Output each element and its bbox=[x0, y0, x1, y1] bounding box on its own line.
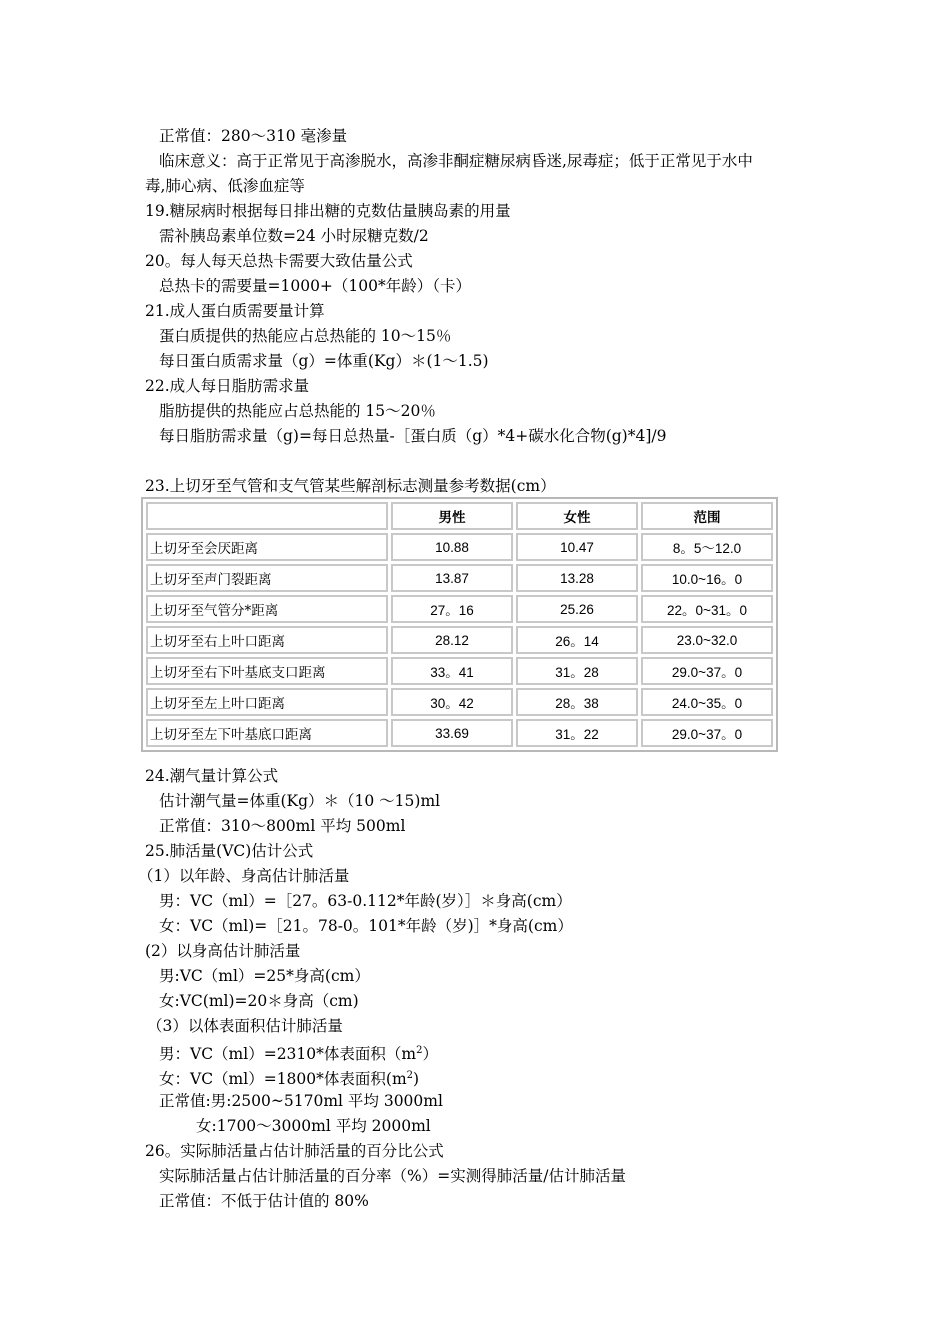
section-25-heading: 25.肺活量(VC)估计公式 bbox=[145, 842, 314, 860]
header-cell-female: 女性 bbox=[516, 502, 638, 530]
female-value: 31。22 bbox=[516, 719, 638, 747]
section-24-normal: 正常值：310～800ml 平均 500ml bbox=[159, 817, 406, 835]
male-value: 13.87 bbox=[391, 564, 513, 592]
clinical-meaning-line-1: 临床意义：高于正常见于高渗脱水，高渗非酮症糖尿病昏迷,尿毒症；低于正常见于水中 bbox=[159, 152, 753, 170]
method-2-female: 女:VC(ml)=20＊身高（cm) bbox=[159, 992, 359, 1010]
range-value: 22。0~31。0 bbox=[641, 595, 773, 623]
female-value: 31。28 bbox=[516, 657, 638, 685]
table-row bbox=[146, 657, 773, 685]
superscript: 2 bbox=[406, 1070, 414, 1081]
range-value: 8。5～12.0 bbox=[641, 533, 773, 561]
section-22-line-2: 每日脂肪需求量（g)=每日总热量-［蛋白质（g）*4+碳水化合物(g)*4]/9 bbox=[159, 427, 667, 445]
closing-paren: ) bbox=[413, 1070, 420, 1089]
closing-paren: ） bbox=[422, 1045, 438, 1064]
female-value: 28。38 bbox=[516, 688, 638, 716]
section-23-heading: 23.上切牙至气管和支气管某些解剖标志测量参考数据(cm） bbox=[145, 477, 556, 495]
male-value: 10.88 bbox=[391, 533, 513, 561]
header-cell-male: 男性 bbox=[391, 502, 513, 530]
row-label: 上切牙至左下叶基底口距离 bbox=[146, 719, 388, 747]
section-24-heading: 24.潮气量计算公式 bbox=[145, 767, 279, 785]
section-20-formula: 总热卡的需要量=1000+（100*年龄）（卡） bbox=[159, 277, 472, 295]
row-label: 上切牙至声门裂距离 bbox=[146, 564, 388, 592]
female-value: 13.28 bbox=[516, 564, 638, 592]
range-value: 29.0~37。0 bbox=[641, 657, 773, 685]
superscript: 2 bbox=[416, 1045, 423, 1056]
method-1-male: 男：VC（ml）=［27。63-0.112*年龄(岁）］＊身高(cm） bbox=[159, 892, 572, 910]
male-value: 33。41 bbox=[391, 657, 513, 685]
header-cell-range: 范围 bbox=[641, 502, 773, 530]
male-value: 30。42 bbox=[391, 688, 513, 716]
method-3-male bbox=[159, 1041, 438, 1064]
method-3-female bbox=[159, 1066, 419, 1089]
row-label: 上切牙至会厌距离 bbox=[146, 533, 388, 561]
female-value: 25.26 bbox=[516, 595, 638, 623]
table-header-row bbox=[146, 502, 773, 530]
section-24-formula: 估计潮气量=体重(Kg）＊（10 ～15)ml bbox=[159, 792, 441, 810]
header-cell-empty bbox=[146, 502, 388, 530]
section-26-formula: 实际肺活量占估计肺活量的百分率（%）=实测得肺活量/估计肺活量 bbox=[159, 1167, 626, 1185]
measurement-table bbox=[141, 497, 778, 752]
male-value: 33.69 bbox=[391, 719, 513, 747]
section-21-line-1: 蛋白质提供的热能应占总热能的 10～15％ bbox=[159, 327, 452, 345]
clinical-meaning-line-2: 毒,肺心病、低渗血症等 bbox=[145, 177, 305, 195]
range-value: 24.0~35。0 bbox=[641, 688, 773, 716]
male-value: 28.12 bbox=[391, 626, 513, 654]
section-20-heading: 20。每人每天总热卡需要大致估量公式 bbox=[145, 252, 413, 270]
female-value: 26。14 bbox=[516, 626, 638, 654]
table-row bbox=[146, 626, 773, 654]
row-label: 上切牙至右上叶口距离 bbox=[146, 626, 388, 654]
section-21-heading: 21.成人蛋白质需要量计算 bbox=[145, 302, 325, 320]
table-row bbox=[146, 533, 773, 561]
row-label: 上切牙至右下叶基底支口距离 bbox=[146, 657, 388, 685]
method-3-female-text: 女：VC（ml）=1800*体表面积(m bbox=[159, 1070, 407, 1089]
table-row bbox=[146, 719, 773, 747]
row-label: 上切牙至左上叶口距离 bbox=[146, 688, 388, 716]
section-22-heading: 22.成人每日脂肪需求量 bbox=[145, 377, 310, 395]
range-value: 10.0~16。0 bbox=[641, 564, 773, 592]
table-row bbox=[146, 595, 773, 623]
section-19-heading: 19.糖尿病时根据每日排出糖的克数估量胰岛素的用量 bbox=[145, 202, 511, 220]
method-2-male: 男:VC（ml）=25*身高(cm） bbox=[159, 967, 370, 985]
female-value: 10.47 bbox=[516, 533, 638, 561]
table-row bbox=[146, 564, 773, 592]
method-3-heading: （3）以体表面积估计肺活量 bbox=[147, 1017, 343, 1035]
section-26-normal: 正常值：不低于估计值的 80% bbox=[159, 1192, 369, 1210]
method-3-male-text: 男：VC（ml）=2310*体表面积（m bbox=[159, 1045, 417, 1064]
male-value: 27。16 bbox=[391, 595, 513, 623]
range-value: 29.0~37。0 bbox=[641, 719, 773, 747]
normal-value-line: 正常值：280～310 毫渗量 bbox=[159, 127, 348, 145]
method-2-heading: (2）以身高估计肺活量 bbox=[145, 942, 301, 960]
section-25-normal-female: 女:1700～3000ml 平均 2000ml bbox=[196, 1117, 431, 1135]
row-label: 上切牙至气管分*距离 bbox=[146, 595, 388, 623]
section-22-line-1: 脂肪提供的热能应占总热能的 15～20％ bbox=[159, 402, 436, 420]
method-1-female: 女：VC（ml)=［21。78-0。101*年龄（岁)］*身高(cm） bbox=[159, 917, 573, 935]
section-26-heading: 26。实际肺活量占估计肺活量的百分比公式 bbox=[145, 1142, 444, 1160]
range-value: 23.0~32.0 bbox=[641, 626, 773, 654]
table-row bbox=[146, 688, 773, 716]
section-21-line-2: 每日蛋白质需求量（g）=体重(Kg）＊(1～1.5) bbox=[159, 352, 489, 370]
section-19-formula: 需补胰岛素单位数=24 小时尿糖克数/2 bbox=[159, 227, 429, 245]
section-25-normal-male: 正常值:男:2500~5170ml 平均 3000ml bbox=[159, 1092, 443, 1110]
method-1-heading: （1）以年龄、身高估计肺活量 bbox=[138, 867, 350, 885]
